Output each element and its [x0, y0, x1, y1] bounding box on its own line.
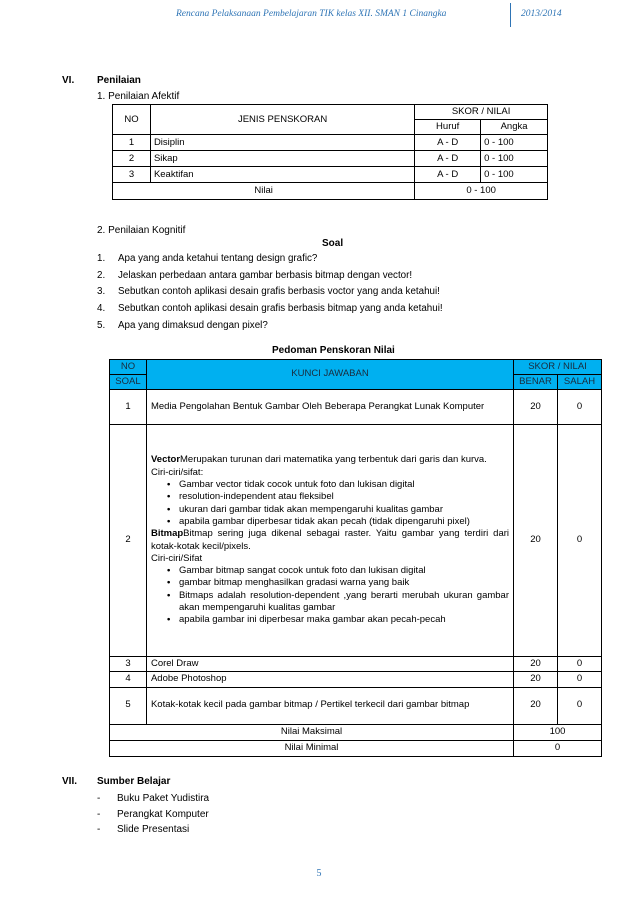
pedoman-benar: 20: [514, 687, 558, 724]
pedoman-no: 1: [110, 390, 147, 425]
pedoman-salah: 0: [558, 687, 602, 724]
pedoman-no: 4: [110, 672, 147, 687]
pedoman-header-benar: BENAR: [514, 375, 558, 390]
afektif-header-huruf: Huruf: [415, 120, 481, 135]
afektif-header-angka: Angka: [481, 120, 548, 135]
nilai-maks-value: 100: [514, 724, 602, 740]
pedoman-salah: 0: [558, 657, 602, 672]
afektif-no: 1: [113, 135, 151, 151]
pedoman-benar: 20: [514, 672, 558, 687]
afektif-jenis: Sikap: [150, 151, 414, 167]
pedoman-kunci: Adobe Photoshop: [146, 672, 513, 687]
pedoman-kunci: Corel Draw: [146, 657, 513, 672]
pedoman-benar: 20: [514, 657, 558, 672]
bitmap-definition: BitmapBitmap sering juga dikenal sebagai raster. Yaitu gambar yang terdiri dari kotak-kotak kecil/pixels.: [150, 528, 510, 552]
pedoman-no: 3: [110, 657, 147, 672]
list-item: • gambar bitmap menghasilkan gradasi warna yang baik: [167, 577, 509, 589]
afektif-heading: 1. Penilaian Afektif: [97, 91, 180, 102]
afektif-header-no: NO: [113, 105, 151, 135]
soal-title: Soal: [322, 238, 344, 249]
header-title: Rencana Pelaksanaan Pembelajaran TIK kelas XII. SMAN 1 Cinangka: [176, 9, 447, 19]
afektif-jenis: Keaktifan: [150, 167, 414, 183]
afektif-total-value: 0 - 100: [415, 183, 548, 200]
list-item: 5. Apa yang dimaksud dengan pixel?: [97, 319, 268, 331]
pedoman-salah: 0: [558, 672, 602, 687]
kognitif-heading: 2. Penilaian Kognitif: [97, 225, 186, 236]
pedoman-benar: 20: [514, 425, 558, 657]
list-item: • Bitmaps adalah resolution-dependent ,yang berarti merubah ukuran gambar akan mempengaruhi kualitas gambar: [167, 590, 509, 615]
afektif-jenis: Disiplin: [150, 135, 414, 151]
section6-title: Penilaian: [97, 75, 141, 86]
vector-definition: VectorMerupakan turunan dari matematika yang terbentuk dari garis dan kurva.: [150, 454, 487, 466]
header-year: 2013/2014: [521, 9, 562, 19]
pedoman-title: Pedoman Penskoran Nilai: [272, 345, 395, 356]
afektif-no: 2: [113, 151, 151, 167]
list-item: 1. Apa yang anda ketahui tentang design grafic?: [97, 253, 318, 264]
afektif-header-jenis: JENIS PENSKORAN: [150, 105, 414, 135]
afektif-no: 3: [113, 167, 151, 183]
pedoman-kunci: Media Pengolahan Bentuk Gambar Oleh Beberapa Perangkat Lunak Komputer: [146, 390, 513, 425]
table-row: [110, 672, 602, 687]
header-separator: [510, 3, 511, 27]
pedoman-header-soal: SOAL: [110, 375, 147, 390]
nilai-min-label: Nilai Minimal: [110, 740, 514, 756]
pedoman-header-kunci: KUNCI JAWABAN: [146, 360, 513, 390]
list-item: - Slide Presentasi: [97, 824, 190, 835]
bitmap-ciri: Ciri-ciri/Sifat: [150, 552, 203, 564]
afektif-angka: 0 - 100: [481, 167, 548, 183]
pedoman-table: [109, 359, 602, 757]
list-item: - Perangkat Komputer: [97, 808, 209, 820]
nilai-min-value: 0: [514, 740, 602, 756]
soal-list: [97, 251, 443, 335]
pedoman-no: 2: [110, 425, 147, 657]
afektif-table: [112, 104, 548, 200]
list-item: • ukuran dari gambar tidak akan mempengaruhi kualitas gambar: [167, 504, 509, 516]
list-item: 2. Jelaskan perbedaan antara gambar berbasis bitmap dengan vector!: [97, 269, 413, 281]
list-item: • Gambar bitmap sangat cocok untuk foto dan lukisan digital: [167, 565, 509, 577]
list-item: • resolution-independent atau fleksibel: [167, 491, 509, 503]
pedoman-kunci: Kotak-kotak kecil pada gambar bitmap / Pertikel terkecil dari gambar bitmap: [146, 687, 513, 724]
nilai-maks-label: Nilai Maksimal: [110, 724, 514, 740]
pedoman-salah: 0: [558, 390, 602, 425]
afektif-huruf: A - D: [415, 167, 481, 183]
table-row: [113, 151, 548, 167]
list-item: • apabila gambar diperbesar tidak akan pecah (tidak dipengaruhi pixel): [167, 516, 509, 528]
pedoman-header-salah: SALAH: [558, 375, 602, 390]
afektif-angka: 0 - 100: [481, 135, 548, 151]
table-row: [113, 135, 548, 151]
pedoman-benar: 20: [514, 390, 558, 425]
sumber-list: [97, 791, 209, 838]
list-item: • apabila gambar ini diperbesar maka gambar akan pecah-pecah: [167, 614, 509, 626]
afektif-huruf: A - D: [415, 151, 481, 167]
bitmap-list: [151, 565, 509, 626]
page-number: 5: [316, 868, 322, 879]
pedoman-no: 5: [110, 687, 147, 724]
section6-number: VI.: [62, 75, 75, 86]
afektif-header-skor: SKOR / NILAI: [415, 105, 548, 120]
pedoman-kunci: [146, 425, 513, 657]
afektif-huruf: A - D: [415, 135, 481, 151]
list-item: - Buku Paket Yudistira: [97, 793, 210, 804]
vector-list: [151, 479, 509, 528]
table-row: [113, 167, 548, 183]
afektif-total-label: Nilai: [113, 183, 415, 200]
list-item: 4. Sebutkan contoh aplikasi desain grafis berbasis bitmap yang anda ketahui!: [97, 303, 443, 315]
table-row: [110, 657, 602, 672]
section7-number: VII.: [62, 776, 78, 787]
pedoman-salah: 0: [558, 425, 602, 657]
list-item: • Gambar vector tidak cocok untuk foto dan lukisan digital: [167, 479, 509, 491]
list-item: 3. Sebutkan contoh aplikasi desain grafis berbasis voctor yang anda ketahui!: [97, 286, 440, 298]
table-row: [110, 390, 602, 425]
table-row: [110, 687, 602, 724]
vector-ciri: Ciri-ciri/sifat:: [150, 466, 204, 478]
section7-title: Sumber Belajar: [97, 776, 171, 787]
pedoman-header-no: NO: [110, 360, 147, 375]
pedoman-header-skor: SKOR / NILAI: [514, 360, 602, 375]
table-row: [110, 425, 602, 657]
afektif-angka: 0 - 100: [481, 151, 548, 167]
